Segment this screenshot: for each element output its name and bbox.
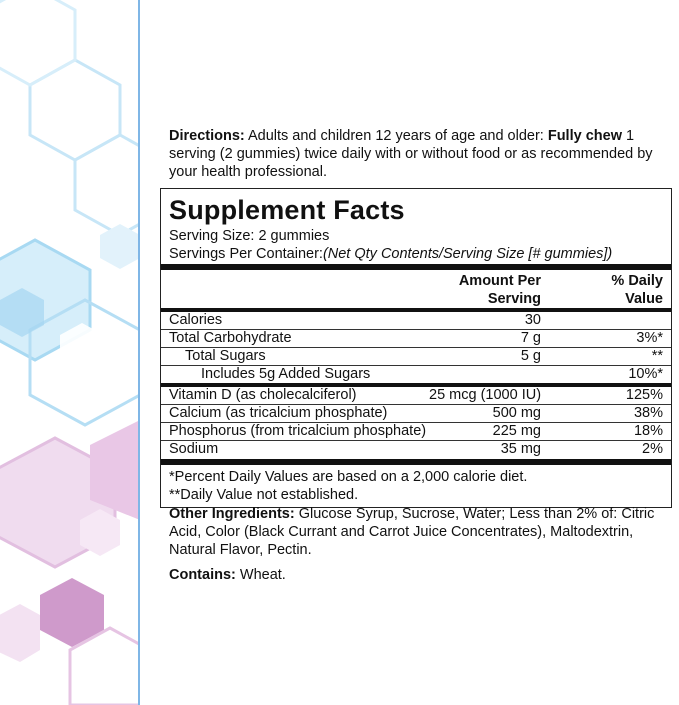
directions-bold-text: Fully chew	[547, 128, 622, 144]
nutrient-dv: **	[651, 348, 663, 364]
nutrient-name: Calcium (as tricalcium phosphate)	[169, 405, 388, 421]
nutrient-name: Total Carbohydrate	[169, 330, 292, 346]
nutrient-name: Phosphorus (from tricalcium phosphate)	[169, 423, 427, 439]
nutrient-amount	[381, 366, 541, 383]
nutrient-amount: 7 g	[520, 330, 541, 346]
nutrient-dv: 18%	[633, 423, 663, 439]
nutrient-row	[161, 404, 671, 422]
footnote-daily-values: *Percent Daily Values are based on a 2,000 calorie diet.	[169, 469, 528, 485]
nutrient-amount: 35 mg	[500, 441, 541, 457]
nutrient-row	[161, 312, 671, 329]
directions-label: Directions:	[169, 128, 245, 144]
directions-paragraph	[169, 127, 669, 181]
facts-header-row	[161, 270, 671, 308]
contains-label: Contains:	[169, 567, 236, 583]
nutrient-row	[161, 440, 671, 458]
nutrient-row	[161, 347, 671, 365]
amount-header: Amount Per Serving	[458, 273, 541, 307]
other-ingredients-text: Glucose Syrup, Sucrose, Water; Less than 2% of: Citric Acid, Color (Black Currant and Carrot Juice Concentrates), Maltodextrin, Natural Flavor, Pectin.	[169, 506, 655, 558]
daily-value-header: % Daily Value	[611, 273, 663, 307]
directions-text-c: 1 serving (2 gummies) twice daily with or without food or as recommended by your health professional.	[169, 128, 653, 180]
nutrient-dv: 38%	[633, 405, 663, 421]
footnote-not-established: **Daily Value not established.	[169, 487, 359, 503]
vertical-divider	[138, 0, 140, 705]
supplement-facts-panel	[160, 188, 672, 508]
other-ingredients-label: Other Ingredients:	[169, 506, 295, 522]
nutrient-row	[161, 422, 671, 440]
nutrient-name: Sodium	[169, 441, 219, 457]
nutrient-dv: 10%*	[628, 366, 663, 382]
facts-title: Supplement Facts	[169, 195, 405, 225]
nutrient-name: Includes 5g Added Sugars	[201, 366, 371, 382]
facts-footnotes	[161, 465, 671, 504]
nutrient-name: Total Sugars	[185, 348, 266, 364]
hexagon-background-art	[0, 0, 140, 705]
nutrient-amount: 5 g	[520, 348, 541, 364]
contains-paragraph	[169, 566, 669, 584]
nutrient-dv: 125%	[625, 387, 663, 403]
nutrient-name: Vitamin D (as cholecalciferol)	[169, 387, 357, 403]
nutrient-name: Calories	[169, 312, 223, 328]
nutrient-amount: 225 mg	[492, 423, 541, 439]
nutrient-amount: 500 mg	[492, 405, 541, 421]
other-ingredients-paragraph	[169, 505, 669, 559]
nutrient-row	[161, 329, 671, 347]
nutrient-dv: 3%*	[636, 330, 663, 346]
nutrient-amount: 25 mcg (1000 IU)	[429, 387, 542, 403]
nutrient-row	[161, 365, 671, 383]
servings-label: Servings Per Container:	[169, 246, 323, 262]
nutrient-dv: 2%	[642, 441, 663, 457]
nutrient-dv	[541, 312, 663, 329]
directions-text-a: Adults and children 12 years of age and older:	[244, 128, 548, 144]
contains-text: Wheat.	[235, 567, 286, 583]
servings-value: (Net Qty Contents/Serving Size [# gummies])	[322, 246, 613, 262]
servings-per-container	[161, 245, 671, 263]
nutrient-row	[161, 387, 671, 404]
nutrient-amount: 30	[524, 312, 541, 328]
serving-size: Serving Size: 2 gummies	[169, 228, 330, 244]
